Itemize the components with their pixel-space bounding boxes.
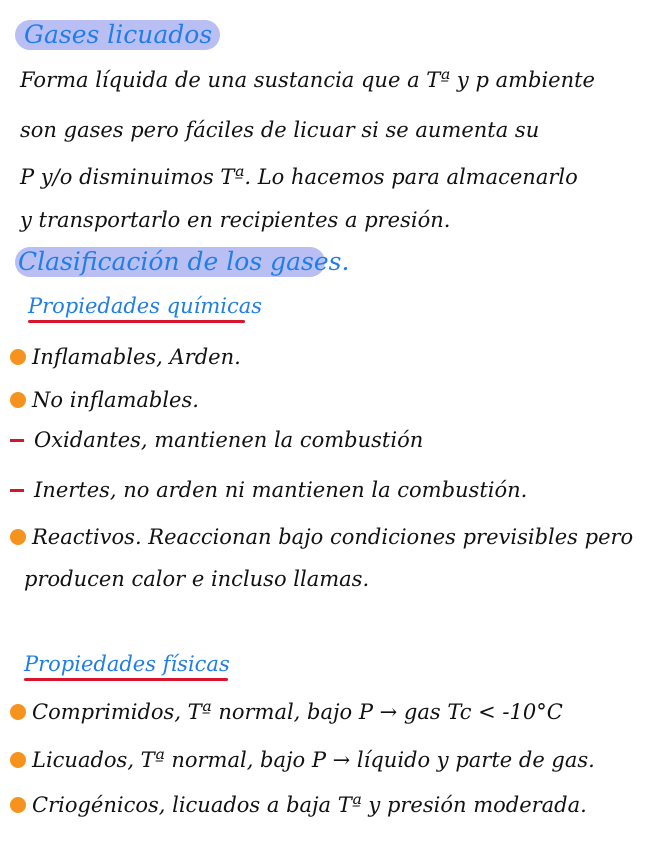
paragraph-line-4: y transportarlo en recipientes a presión. <box>20 208 451 232</box>
subheading-underline <box>24 678 228 681</box>
list-item <box>10 700 563 724</box>
red-dash-icon <box>10 489 24 492</box>
section-title-clasificacion: Clasificación de los gases. <box>18 247 350 276</box>
list-item <box>10 478 527 502</box>
orange-bullet-icon <box>10 752 26 768</box>
paragraph-line-2: son gases pero fáciles de licuar si se aumenta su <box>20 118 540 142</box>
list-item <box>10 388 199 412</box>
subheading-propiedades-quimicas: Propiedades químicas <box>28 294 263 318</box>
list-item-text: Reactivos. Reaccionan bajo condiciones previsibles pero <box>32 525 634 549</box>
list-item-text: No inflamables. <box>32 388 199 412</box>
orange-bullet-icon <box>10 704 26 720</box>
list-item-text: Oxidantes, mantienen la combustión <box>34 428 424 452</box>
orange-bullet-icon <box>10 529 26 545</box>
list-item <box>10 525 633 549</box>
list-item-text: Inflamables, Arden. <box>32 345 241 369</box>
subheading-propiedades-fisicas: Propiedades físicas <box>24 652 230 676</box>
list-item-continuation: producen calor e incluso llamas. <box>24 567 370 591</box>
list-item <box>10 748 595 772</box>
list-item <box>10 428 423 452</box>
red-dash-icon <box>10 439 24 442</box>
list-item-text: Licuados, Tª normal, bajo P → líquido y parte de gas. <box>32 748 595 772</box>
orange-bullet-icon <box>10 392 26 408</box>
paragraph-line-3: P y/o disminuimos Tª. Lo hacemos para almacenarlo <box>20 165 578 189</box>
section-title-gases-licuados: Gases licuados <box>24 20 213 49</box>
list-item-text: Inertes, no arden ni mantienen la combustión. <box>34 478 528 502</box>
orange-bullet-icon <box>10 349 26 365</box>
list-item <box>10 345 241 369</box>
subheading-underline <box>28 320 245 323</box>
list-item <box>10 793 587 817</box>
list-item-text: Criogénicos, licuados a baja Tª y presión moderada. <box>32 793 587 817</box>
list-item-text: Comprimidos, Tª normal, bajo P → gas Tc < -10°C <box>32 700 563 724</box>
orange-bullet-icon <box>10 797 26 813</box>
paragraph-line-1: Forma líquida de una sustancia que a Tª y p ambiente <box>20 68 595 92</box>
